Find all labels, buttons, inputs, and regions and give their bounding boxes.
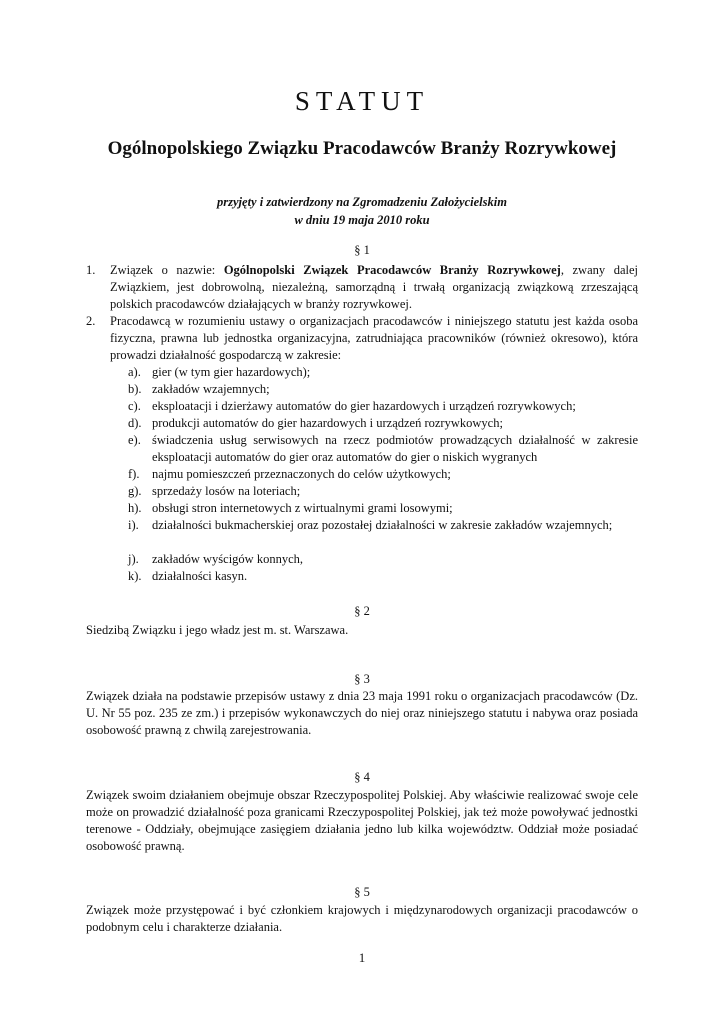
list-item-letter: i). [128,518,139,532]
adoption-note [0,193,724,229]
s1-item-1-text [110,262,638,313]
list-item-letter: e). [128,433,141,447]
list-item-letter: d). [128,416,142,430]
section-4-heading: § 4 [354,770,370,784]
document-title: STATUT [294,86,430,116]
section-2-heading: § 2 [354,604,370,618]
list-item-letter: g). [128,484,142,498]
list-item-text: działalności bukmacherskiej oraz pozostałej działalności w zakresie zakładów wzajemnych; [152,518,613,532]
adoption-note-line-1: przyjęty i zatwierdzony na Zgromadzeniu Założycielskim [217,195,507,209]
list-item-text: obsługi stron internetowych z wirtualnymi grami losowymi; [152,501,453,515]
s1-item-1-pre: Związek o nazwie: [110,263,224,277]
s1-item-1-number: 1. [86,263,96,277]
section-3-text: Związek działa na podstawie przepisów ustawy z dnia 23 maja 1991 roku o organizacjach pracodawców (Dz. U. Nr 55 poz. 235 ze zm.) i przepisów wykonawczych do niej oraz niniejszego statutu i nabywa oraz posiada osobowość prawną z chwilą zarejestrowania. [86,689,638,737]
s1-item-2-number: 2. [86,314,96,328]
list-item-letter: j). [128,552,139,566]
section-5-heading: § 5 [354,885,370,899]
s1-item-2-text: Pracodawcą w rozumieniu ustawy o organizacjach pracodawców i niniejszego statutu jest każda osoba fizyczna, prawna lub jednostka organizacyjna, zatrudniająca pracowników (również okresowo), która prowadzi działalność gospodarczą w zakresie: [110,314,638,362]
list-item-letter: k). [128,569,142,583]
list-item-text: produkcji automatów do gier hazardowych i urządzeń rozrywkowych; [152,416,503,430]
page-number: 1 [358,950,366,965]
section-1-heading: § 1 [354,243,370,257]
list-item-text: działalności kasyn. [152,569,248,583]
adoption-note-line-2: w dniu 19 maja 2010 roku [294,213,430,227]
list-item-text: gier (w tym gier hazardowych); [152,365,311,379]
s1-item-1-post: , zwany dalej Związkiem, jest dobrowolną, niezależną, samorządną i trwałą organizacją związkową zrzeszającą polskich pracodawców działających w branży rozrywkowej. [110,263,638,311]
list-item-text: najmu pomieszczeń przeznaczonych do celów użytkowych; [152,467,451,481]
section-5-text: Związek może przystępować i być członkiem krajowych i międzynarodowych organizacji pracodawców o podobnym celu i charakterze działania. [86,903,638,934]
list-item-text: zakładów wzajemnych; [152,382,270,396]
list-item-letter: b). [128,382,142,396]
association-name: Ogólnopolski Związek Pracodawców Branży Rozrywkowej [223,263,561,277]
list-item-text: zakładów wyścigów konnych, [152,552,304,566]
list-item-letter: f). [128,467,140,481]
list-item-text: świadczenia usług serwisowych na rzecz podmiotów prowadzących działalność w zakresie eksploatacji automatów do gier oraz automatów do gier o niskich wygranych [152,433,638,464]
list-item-text: eksploatacji i dzierżawy automatów do gier hazardowych i urządzeń rozrywkowych; [152,399,576,413]
list-item-letter: h). [128,501,142,515]
list-item-letter: a). [128,365,141,379]
section-4-text: Związek swoim działaniem obejmuje obszar Rzeczypospolitej Polskiej. Aby właściwie realizować swoje cele może on prowadzić działalność poza granicami Rzeczypospolitej Polskiej, jak też może powoływać jednostki terenowe - Oddziały, obejmujące zasięgiem działania jedno lub kilka województw. Oddział może posiadać osobowość prawną. [86,788,638,853]
document-subtitle: Ogólnopolskiego Związku Pracodawców Branży Rozrywkowej [107,138,617,159]
list-item-text: sprzedaży losów na loteriach; [152,484,301,498]
section-3-heading: § 3 [354,672,370,686]
list-item-letter: c). [128,399,141,413]
section-2-text: Siedzibą Związku i jego władz jest m. st. Warszawa. [86,623,349,637]
